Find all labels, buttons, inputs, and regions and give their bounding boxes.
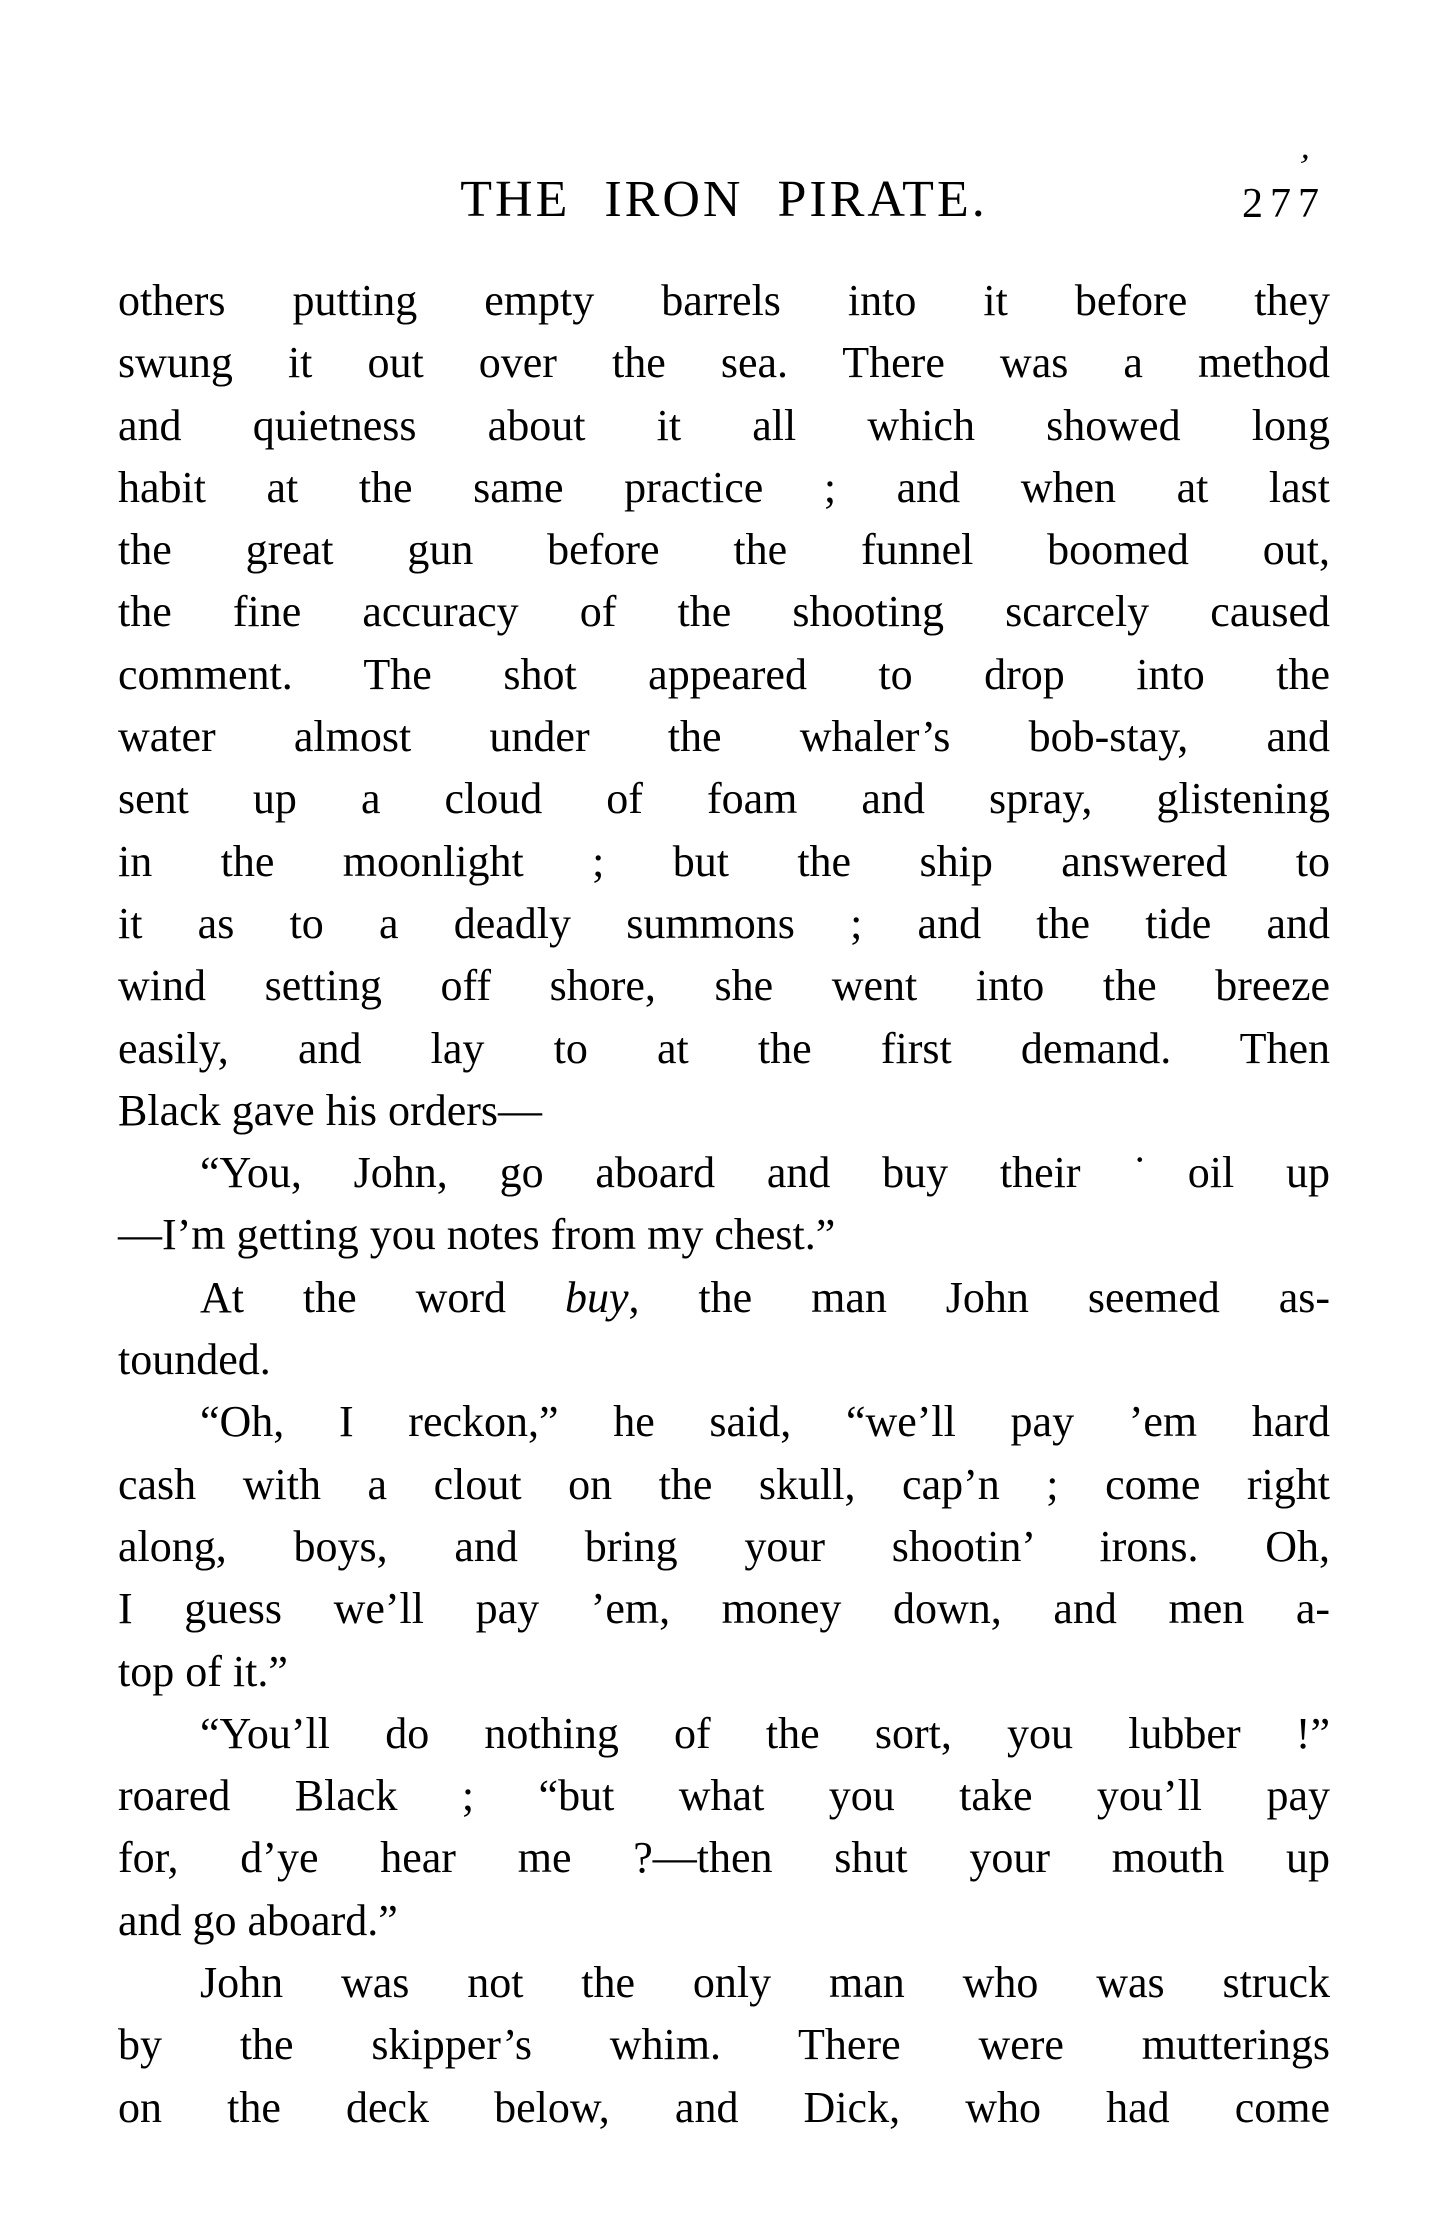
text-segment: “Oh, I reckon,” he said, “we’ll pay ’em hard: [200, 1397, 1330, 1447]
text-segment: habit at the same practice ; and when at last: [118, 462, 1330, 512]
text-segment: along, boys, and bring your shootin’ irons. Oh,: [118, 1521, 1330, 1571]
page-number-text: 277: [1242, 181, 1326, 227]
text-line: [118, 644, 1330, 706]
text-segment: I guess we’ll pay ’em, money down, and men a-: [118, 1584, 1330, 1634]
text-segment: by the skipper’s whim. There were mutterings: [118, 2020, 1330, 2070]
text-line: [118, 1890, 1330, 1952]
text-segment: , the man John seemed as-: [628, 1272, 1330, 1322]
text-line: [118, 581, 1330, 643]
text-line: [118, 1641, 1330, 1703]
text-segment: and go aboard.”: [118, 1895, 398, 1945]
italic-word: buy: [564, 1272, 629, 1322]
page-header: [118, 145, 1330, 240]
paragraph: [118, 270, 1330, 1142]
text-line: [118, 831, 1330, 893]
text-line: [118, 893, 1330, 955]
text-segment: the fine accuracy of the shooting scarcely caused: [118, 587, 1330, 637]
text-segment: water almost under the whaler’s bob-stay, and: [118, 712, 1330, 762]
text-line: [118, 270, 1330, 332]
text-segment: tounded.: [118, 1335, 271, 1385]
text-segment: for, d’ye hear me ?—then shut your mouth up: [118, 1833, 1330, 1883]
text-line: [118, 1329, 1330, 1391]
text-line: [118, 1703, 1330, 1765]
text-line: [118, 1454, 1330, 1516]
text-line: [118, 1267, 1330, 1329]
text-segment: At the word: [200, 1272, 565, 1322]
page-number: [1242, 145, 1326, 228]
text-segment: wind setting off shore, she went into the breeze: [118, 961, 1330, 1011]
text-line: [118, 2077, 1330, 2139]
text-line: [118, 2014, 1330, 2076]
text-line: [118, 1018, 1330, 1080]
text-line: [118, 1516, 1330, 1578]
text-segment: easily, and lay to at the first demand. Then: [118, 1023, 1330, 1073]
ink-stray-mark: ʼ: [1293, 145, 1320, 189]
text-segment: sent up a cloud of foam and spray, glistening: [118, 774, 1330, 824]
text-segment: Black gave his orders—: [118, 1085, 542, 1135]
text-segment: John was not the only man who was struck: [200, 1958, 1330, 2008]
text-line: [118, 1827, 1330, 1889]
paragraph: [118, 1952, 1330, 2139]
text-segment: comment. The shot appeared to drop into the: [118, 649, 1330, 699]
text-line: [118, 1204, 1330, 1266]
text-line: [118, 1765, 1330, 1827]
text-line: [118, 955, 1330, 1017]
text-segment: “You, John, go aboard and buy their ˙oil up: [200, 1148, 1330, 1198]
text-line: [118, 1578, 1330, 1640]
paragraph: [118, 1142, 1330, 1267]
text-segment: swung it out over the sea. There was a method: [118, 338, 1330, 388]
text-line: [118, 1080, 1330, 1142]
text-line: [118, 706, 1330, 768]
paragraph: [118, 1703, 1330, 1952]
text-line: [118, 768, 1330, 830]
text-line: [118, 332, 1330, 394]
text-line: [118, 1142, 1330, 1204]
text-segment: in the moonlight ; but the ship answered to: [118, 836, 1330, 886]
text-segment: the great gun before the funnel boomed out,: [118, 525, 1330, 575]
text-segment: roared Black ; “but what you take you’ll pay: [118, 1771, 1330, 1821]
text-segment: on the deck below, and Dick, who had come: [118, 2082, 1330, 2132]
paragraph: [118, 1267, 1330, 1392]
text-segment: and quietness about it all which showed long: [118, 400, 1330, 450]
text-segment: others putting empty barrels into it before they: [118, 276, 1330, 325]
text-segment: —I’m getting you notes from my chest.”: [118, 1210, 836, 1260]
text-line: [118, 519, 1330, 581]
text-line: [118, 457, 1330, 519]
paragraph: [118, 1391, 1330, 1702]
text-line: [118, 395, 1330, 457]
text-segment: cash with a clout on the skull, cap’n ; come right: [118, 1459, 1330, 1509]
page-title: THE IRON PIRATE.: [460, 171, 988, 228]
text-line: [118, 1952, 1330, 2014]
text-line: [118, 1391, 1330, 1453]
text-segment: “You’ll do nothing of the sort, you lubber !”: [200, 1708, 1330, 1758]
text-segment: top of it.”: [118, 1646, 288, 1696]
text-segment: it as to a deadly summons ; and the tide and: [118, 898, 1330, 948]
text-block: [118, 270, 1330, 2139]
